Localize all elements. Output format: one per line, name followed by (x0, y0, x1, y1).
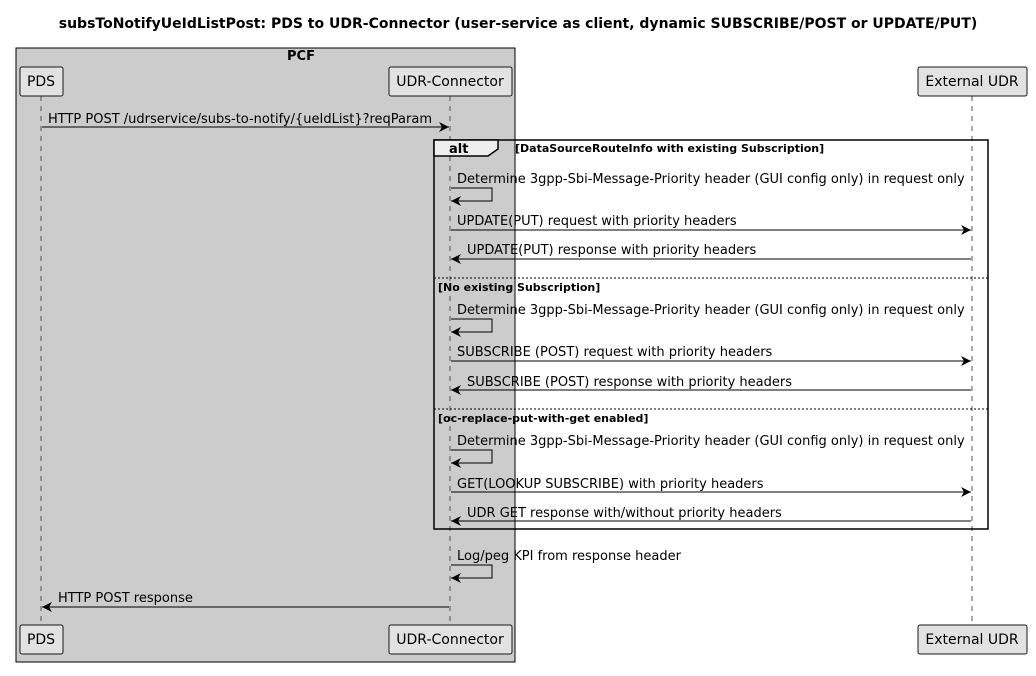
message-9-label: GET(LOOKUP SUBSCRIBE) with priority headers (457, 477, 764, 492)
participant-pds-label-bottom: PDS (26, 632, 56, 648)
diagram-title: subsToNotifyUeIdListPost: PDS to UDR-Connector (user-service as client, dynamic SUBSCRIBE/POST or UPDATE/PUT) (58, 16, 978, 32)
message-7 (451, 375, 971, 390)
participant-pds-top (20, 67, 63, 96)
message-4 (451, 243, 971, 259)
alt-guard-2: [No existing Subscription] (438, 281, 601, 294)
message-10-label: UDR GET response with/without priority headers (467, 506, 782, 521)
alt-fragment (434, 140, 988, 529)
pcf-box-label: PCF (287, 49, 315, 64)
message-2-self (451, 172, 965, 201)
message-6 (451, 345, 971, 361)
message-8-self (451, 434, 965, 463)
message-5-label: Determine 3gpp-Sbi-Message-Priority header (GUI config only) in request only (457, 303, 965, 318)
message-3-label: UPDATE(PUT) request with priority headers (457, 214, 737, 229)
message-3 (451, 214, 971, 230)
participant-pds-label: PDS (26, 74, 56, 90)
message-7-label: SUBSCRIBE (POST) response with priority headers (467, 375, 792, 390)
message-5-self (451, 303, 965, 332)
participant-udr-label-bottom: External UDR (925, 632, 1019, 648)
participant-connector-bottom (389, 625, 512, 654)
message-9 (451, 477, 971, 492)
message-4-label: UPDATE(PUT) response with priority headers (467, 243, 757, 258)
participant-pds-bottom (20, 625, 63, 654)
message-8-label: Determine 3gpp-Sbi-Message-Priority header (GUI config only) in request only (457, 434, 965, 449)
participant-connector-top (389, 67, 512, 96)
message-1 (42, 112, 449, 127)
message-6-label: SUBSCRIBE (POST) request with priority headers (457, 345, 773, 360)
message-2-label: Determine 3gpp-Sbi-Message-Priority header (GUI config only) in request only (457, 172, 965, 187)
message-11-label: Log/peg KPI from response header (457, 549, 681, 564)
participant-udr-bottom (918, 625, 1027, 654)
alt-guard-1: [DataSourceRouteInfo with existing Subscription] (515, 142, 825, 155)
alt-guard-3: [oc-replace-put-with-get enabled] (438, 412, 649, 425)
participant-connector-label: UDR-Connector (396, 74, 504, 90)
message-1-label: HTTP POST /udrservice/subs-to-notify/{ueIdList}?reqParam (48, 112, 432, 127)
message-12-label: HTTP POST response (58, 591, 193, 606)
participant-udr-top (918, 67, 1027, 96)
message-10 (451, 506, 971, 521)
participant-udr-label: External UDR (925, 74, 1019, 90)
participant-connector-label-bottom: UDR-Connector (396, 632, 504, 648)
alt-keyword: alt (449, 142, 469, 157)
